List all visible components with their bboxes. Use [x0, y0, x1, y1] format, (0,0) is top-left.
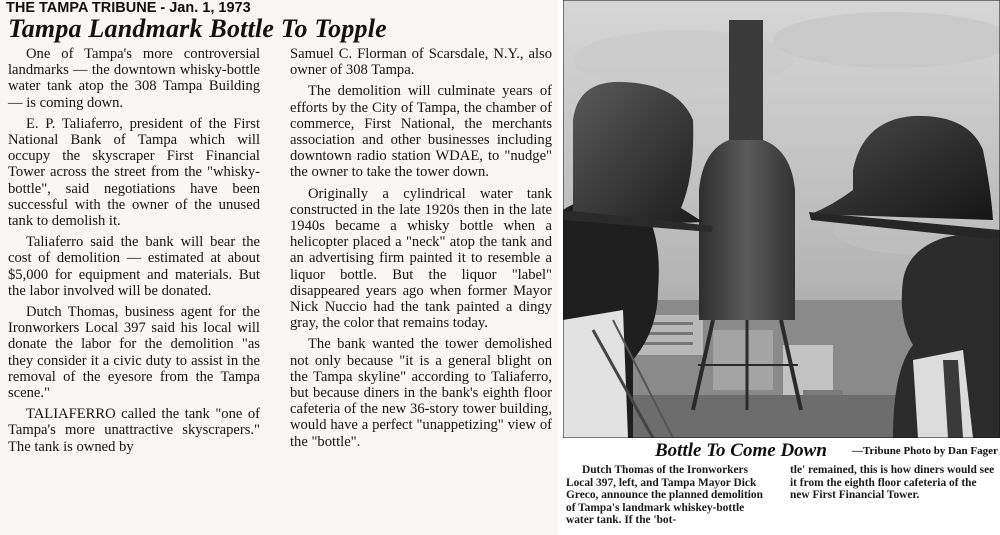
photo-caption-column — [790, 464, 995, 502]
article-paragraph: The demolition will culminate years of efforts by the City of Tampa, the chamber of commerce, First National, the merchants association and other businesses including downtown radio station WDAE, to "nudge" the owner to take the tower down. — [290, 83, 552, 181]
photo-credit: —Tribune Photo by Dan Fager — [852, 445, 998, 457]
photo-caption-text: tle' remained, this is how diners would see it from the eighth floor cafeteria of the new First Financial Tower. — [790, 464, 995, 502]
article-paragraph: One of Tampa's more controversial landmarks — the downtown whisky-bottle water tank atop the 308 Tampa Building — is coming down. — [8, 46, 260, 111]
article-left-column — [8, 46, 260, 460]
masthead: THE TAMPA TRIBUNE - Jan. 1, 1973 — [6, 0, 251, 16]
article-paragraph: The bank wanted the tower demolished not only because "it is a general blight on the Tampa skyline" according to Taliaferro, but because diners in the bank's eighth floor cafeteria of the new 36-story tower building, would have a perfect "unappetizing" view of the "bottle". — [290, 336, 552, 450]
article-paragraph: E. P. Taliaferro, president of the First National Bank of Tampa which will occupy the skyscraper First Financial Tower across the street from the "whisky-bottle", said negotiations have been successful with the owner of the unused tank to demolish it. — [8, 115, 260, 230]
article-paragraph: Dutch Thomas, business agent for the Ironworkers Local 397 said his local will donate the labor for the demolition "as they consider it a civic duty to assist in the removal of the eyesore from the Tampa scene." — [8, 304, 260, 402]
article-paragraph: Samuel C. Florman of Scarsdale, N.Y., also owner of 308 Tampa. — [290, 46, 552, 79]
photo-caption-text: Dutch Thomas of the Ironworkers Local 397, left, and Tampa Mayor Dick Greco, announce the planned demolition of Tampa's landmark whiskey-bottle water tank. If the 'bot- — [566, 464, 763, 527]
photo-caption-column — [566, 464, 772, 527]
photo-caption-title: Bottle To Come Down — [655, 440, 827, 461]
article-paragraph: Taliaferro said the bank will bear the cost of demolition — estimated at about $5,000 for equipment and materials. But the labor involved will be donated. — [8, 234, 260, 299]
article-paragraph: TALIAFERRO called the tank "one of Tampa's more unattractive skyscrapers." The tank is owned by — [8, 406, 260, 455]
news-photo — [563, 0, 1000, 438]
article-paragraph: Originally a cylindrical water tank constructed in the late 1920s then in the late 1940s became a whisky bottle when a helicopter placed a "neck" atop the tank and an advertising firm painted it to resemble a liquor bottle. But the liquor "label" disappeared years ago when former Mayor Nick Nuccio had the tank painted a dingy gray, the color that remains today. — [290, 185, 552, 332]
headline: Tampa Landmark Bottle To Topple — [8, 14, 387, 43]
photo-illustration — [563, 0, 1000, 438]
article-right-column — [290, 46, 552, 455]
